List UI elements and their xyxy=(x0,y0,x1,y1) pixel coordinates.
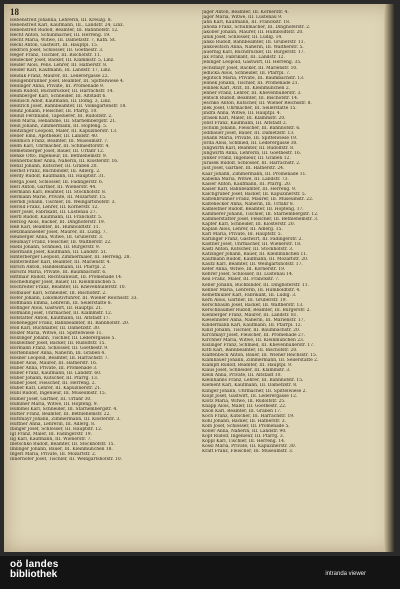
directory-entry: Kössl Maria, Private, III. Kapuzinerstr. 30. xyxy=(202,444,297,450)
directory-entry: Hofmann Josef, Uhrmacher, III. Klammstr. 12. xyxy=(10,310,113,316)
directory-entry: Ilg Karl, Kaufmann, III. Wienerstr. 7. xyxy=(10,436,92,442)
directory-entry: Heckl Anton, Gastwirt, III. Hauptpl. 15. xyxy=(10,43,99,49)
directory-entry: Hedrich Josef, Schlosser, III. Goethestr. 3. xyxy=(10,48,104,54)
directory-entry: Heiligenbrunner Josef, Beamter, III. Spittelwiese 4. xyxy=(10,78,125,84)
directory-entry: Hörtenhuber Anna, Näherin, III. Graben 4. xyxy=(10,351,106,357)
directory-entry: Keller Johann, Buchbinder, III. Dinghoferstr. 11. xyxy=(202,282,309,288)
directory-entry: Herl Anton, Gärtner, III. Wienerstr. 44. xyxy=(10,184,97,190)
directory-entry: Hirschl Maria, Private, III. Baumbachstr. 6. xyxy=(10,270,107,276)
viewer-label: intranda viewer xyxy=(325,571,366,577)
directory-entry: Huber Josef, Fleischer, III. Herreng. 2. xyxy=(10,381,96,387)
directory-entry: Hellmich Franz, Beamter, III. Museumstr. 7. xyxy=(10,139,109,145)
directory-entry: Huber Karl, Lehrer, III. Kapuzinerstr. 21. xyxy=(10,386,102,392)
directory-entry: Kern Alois, Gärtner, III. Gruberstr. 19. xyxy=(202,297,287,303)
directory-entry: Henzl Johann, Kutscher, III. Graben 20. xyxy=(10,164,98,170)
logo-line-1: oö landes xyxy=(10,559,59,570)
directory-entry: Kinzl Johann, Tischler, III. Baumbachstr. 20. xyxy=(202,327,301,333)
directory-entry: Hutter Franz, Beamter, III. Bethlehemstr. 22. xyxy=(10,411,111,417)
directory-entry: Heumayr Franz, Fleischer, III. Waltherstr. 22. xyxy=(10,240,112,246)
directory-entry: Jilek Josef, Uhrmacher, III. Seilerstätte 15. xyxy=(202,105,297,111)
directory-entry: Jindra Anna, Witwe, III. Hauptpl. 4. xyxy=(202,110,281,116)
directory-entry: Hübl Rudolf, Ingenieur, III. Museumstr. 15. xyxy=(10,391,107,397)
directory-entry: Hummer Maria, Witwe, III. Hopfeng. 9. xyxy=(10,401,98,407)
directory-entry: Huber Alois, Maurer, III. Hafnerstr. 16. xyxy=(10,361,98,367)
directory-entry: Hertl Rudolf, Kaufmann, III. Franckstr. 5. xyxy=(10,214,103,220)
directory-entry: Kastl Anton, Kutscher, III. Stockhofstr. 3. xyxy=(202,247,294,253)
directory-entry: Jahn Karl, Kaufmann, III. Franckstr. 18. xyxy=(202,20,291,26)
directory-entry: Just Josef, Gärtner, III. Hafnerstr. 24. xyxy=(202,166,285,172)
directory-entry: Jäger Maria, Witwe, III. Lustenau 9. xyxy=(202,15,283,21)
logo-line-2: bibliothek xyxy=(10,569,58,580)
directory-entry: Hennerbichler Anna, Näherin, III. Klosterstr. 16. xyxy=(10,159,119,165)
directory-entry: Jankowitsch Anna, Näherin, III. Waltherstr. 5. xyxy=(202,45,304,51)
directory-entry: Katzinger Johann, Bauer, III. Kleinmünchen 11. xyxy=(202,252,308,258)
directory-entry: Janko Rudolf, Bahnbeamter, III. Gruberstr. 11. xyxy=(202,40,305,46)
directory-entry: Knapp Alois, Maler, III. Goethestr. 22. xyxy=(202,403,287,409)
directory-entry: Herold Franz, Lehrer, III. Körnerstr. 12. xyxy=(10,204,99,210)
directory-entry: Köppl Karl, Tischler, III. Herreng. 14. xyxy=(202,438,286,444)
directory-entry: Junker Franz, Ingenieur, III. Graben 12. xyxy=(202,156,291,162)
text-column-right xyxy=(202,10,378,454)
directory-entry: Kaltenbrunner Franz, Maurer, III. Museumstr. 22. xyxy=(202,196,314,202)
directory-entry: Heinzl Ferdinand, Tapezierer, III. Rudolfstr. 2. xyxy=(10,113,113,119)
directory-entry: Heider Karl, Kaufmann, III. Landstr. 17, Linz. xyxy=(10,68,112,74)
directory-entry: Hohenegger Franz, Bahnbeamter, III. Bahnhofstr. 20. xyxy=(10,320,130,326)
directory-entry: Heider Alois, Pens. Lehrer, III. Hafnerstr. 8. xyxy=(10,63,108,69)
directory-entry: Jurasek Rudolf, Schlosser, III. Harrachstr. 2. xyxy=(202,161,301,167)
directory-entry: Hecht Maria, Witwe, III. Dametzstr. 7, Kath. St. xyxy=(10,38,117,44)
directory-entry: Janik Josef, Schlosser, III. Ludlg. 14. xyxy=(202,35,283,41)
directory-entry: Hiebl Johann, Schmied, III. Bürgerstr. 9. xyxy=(10,245,101,251)
directory-entry: Kolb Josef, Schlosser, III. Promenade 5. xyxy=(202,423,290,429)
directory-entry: Klaffenböck Anton, Bauer, III. Wiener Reichsstr. 15. xyxy=(202,353,318,359)
directory-entry: Kiesenhofer Anna, Näherin, III. Marienstr. 17. xyxy=(202,317,305,323)
directory-entry: Jäger Anton, Beamter, III. Körnerstr. 4. xyxy=(202,10,289,15)
directory-entry: Hochreiter Franz, Beamter, III. Khevenhüllerstr. 10. xyxy=(10,285,126,291)
library-logo[interactable] xyxy=(10,560,58,580)
directory-entry: Heller Emil, Apotheker, III. Landstr. 40. xyxy=(10,134,99,140)
directory-entry: Hermann Karl, Beamter, III. Stockhofstr. 8. xyxy=(10,189,107,195)
directory-entry: Kraft Franz, Fleischer, III. Museumstr. 3. xyxy=(202,449,294,455)
directory-entry: Klotz Maria, Witwe, III. Rudolfstr. 25. xyxy=(202,398,286,404)
directory-entry: Hecht Anton, Schuhmacher, III. Herreng. 19. xyxy=(10,33,111,39)
directory-entry: Innerhofer Josef, Tischler, III. Weingartshofstr. 10. xyxy=(10,457,123,463)
directory-entry: Kastner Josef, Uhrmacher, III. Wienerstr. 18. xyxy=(202,242,302,248)
directory-entry: Johann Maria, Private, III. Spittelwiese 19. xyxy=(202,136,298,142)
directory-entry: Heger Franz, Tischler, III. Bischofstr. 11. xyxy=(10,53,102,59)
directory-entry: Kittl Karl, Bahnbeamter, III. Bischofstr. 20. xyxy=(202,348,298,354)
directory-entry: Jungwirth Karl, Beamter, III. Rudolfstr. 8. xyxy=(202,146,295,152)
directory-entry: Hittmair Rudolf, Rechtsanwalt, III. Promenade 14. xyxy=(10,275,123,281)
directory-entry: Heitzinger Leopold, Maler, III. Kapuzinerstr. 13. xyxy=(10,129,118,135)
directory-entry: Heinisch Adolf, Kaufmann, III. Domg. 3, Linz. xyxy=(10,98,112,104)
directory-entry: Huber Franz, Kaufmann, III. Landstr. 60. xyxy=(10,371,102,377)
directory-entry: Kalchgruber Josef, Bäcker, III. Kapuzinerstr. 5. xyxy=(202,191,307,197)
directory-entry: Herbst Franz, Buchbinder, III. Adlerg. 2. xyxy=(10,169,101,175)
directory-entry: Klampfl Rudolf, Beamter, III. Hauptpl. 9. xyxy=(202,363,293,369)
directory-entry: Jedlicka Alois, Schneider, III. Pfarrpl. 7. xyxy=(202,70,291,76)
directory-entry: Jeschko Anton, Kutscher, III. Wiener Reichsstr. 8. xyxy=(202,100,312,106)
directory-entry: Herga Josef, Schlosser, III. Fadingerstr. 6. xyxy=(10,179,104,185)
directory-entry: Kautz Karl, Beamter, III. Weingartshofstr. 17. xyxy=(202,262,303,268)
directory-entry: Klein Anna, Private, III. Altstadt 10. xyxy=(202,373,282,379)
directory-entry: Kammerstätter Josef, Fleischer, III. Bethlehemstr. 3. xyxy=(202,216,319,222)
directory-entry: Hetzmannseder Josef, Maurer, III. Ludlg. 7. xyxy=(10,229,107,235)
directory-entry: Hinterleitner Karl, Beamter, III. Marienstr. 4. xyxy=(10,260,111,266)
directory-entry: Kopf Rudolf, Ingenieur, III. Pfarrg. 3. xyxy=(202,433,285,439)
directory-entry: Kefer Anna, Witwe, III. Körnerstr. 19. xyxy=(202,267,286,273)
directory-entry: Karl Maria, Private, III. Hauptstr. 5. xyxy=(202,232,282,238)
directory-entry: Humer Josef, Gärtner, III. Urfahr 30. xyxy=(10,396,92,402)
directory-entry: Hirsch Anton, Handelsmann, III. Pfarrpl. 2. xyxy=(10,265,107,271)
directory-entry: Hofbauer Karl, Schneider, III. Bischofstr. 2. xyxy=(10,290,107,296)
directory-entry: Hummel Karl, Schneider, III. Starhembergstr. 4. xyxy=(10,406,118,412)
directory-entry: Jentsch Rudolf, Beamter, III. Bischofstr. 14. xyxy=(202,95,299,101)
directory-entry: Heiß Johann, Zimmermann, III. Hopfeng. 5. xyxy=(10,123,108,129)
directory-entry: Heimberger Karl, Schneider, III. Altstadt 6. xyxy=(10,93,107,99)
directory-entry: Heilinger Anna, Private, III. Promenade 9. xyxy=(10,83,105,89)
directory-entry: Klement Karl, Kaufmann, III. Dametzstr. 8. xyxy=(202,383,298,389)
directory-entry: Kaiser Anton, Kaufmann, III. Pfarrg. 20. xyxy=(202,181,292,187)
directory-entry: Hosner Leopold, Beamter, III. Harrachstr. 7. xyxy=(10,356,109,362)
directory-entry: Kerschbaumer Rudolf, Beamter, III. Bürgerstr. 2. xyxy=(202,307,311,313)
directory-entry: Hemetsberger Josef, Bauer, III. Urfahr 12. xyxy=(10,149,105,155)
directory-entry: Heim Rudolf, Buchdrucker, III. Harrachstr. 14. xyxy=(10,88,114,94)
directory-entry: Hebenstreit Karl, Kaufmann, III., Landstr. 24, Linz. xyxy=(10,23,124,29)
directory-entry: Hermann Marie, Private, III. Mozartstr. 15. xyxy=(10,194,107,200)
directory-entry: Kaiser Karl, Bahnbeamter, III. Herreng. 9. xyxy=(202,186,297,192)
directory-entry: Herr Josef, Fabrikant, III. Lustenau 27. xyxy=(10,209,97,215)
book-gutter xyxy=(384,4,394,552)
directory-entry: Jorda Alois, Schmied, III. Lederergasse 30. xyxy=(202,141,298,147)
directory-entry: Kehrer Josef, Schlosser, III. Lustenau 14. xyxy=(202,272,294,278)
directory-entry: Kindermann Karl, Kaufmann, III. Pfarrpl. 12. xyxy=(202,322,303,328)
directory-entry: Klopf Josef, Gastwirt, III. Lederergasse 12. xyxy=(202,393,298,399)
directory-entry: Imlinger Johann, Bauer, III. Kleinmünchen 18. xyxy=(10,446,113,452)
directory-entry: Kerschbaum Josef, Bäcker, III. Waltherstr. 13. xyxy=(202,302,304,308)
directory-entry: Herzog Alois, Bäcker, III. Dinghoferstr. 19. xyxy=(10,219,106,225)
directory-entry: Hofstätter Anton, Kaufmann, III. Altstadt 17. xyxy=(10,315,110,321)
directory-entry: Hinterberger Leopold, Zimmermaler, III. Herreng. 28. xyxy=(10,255,131,261)
directory-entry: Klambauer Johann, Zimmermann, III. Seilerstätte 2. xyxy=(202,358,319,364)
directory-entry: Kirchmayr Josef, Fleischer, III. Promenade 27. xyxy=(202,333,306,338)
directory-entry: Holzleitner Josef, Bäcker, III. Rudolfstr. 15. xyxy=(10,341,106,346)
directory-entry: Jellinek Karl, Arzt, III. Kleinmünchen 2. xyxy=(202,85,291,91)
text-column-left xyxy=(10,10,186,462)
directory-entry: Koch Franz, Kutscher, III. Harrachstr. 19. xyxy=(202,413,295,419)
directory-entry: Heiduk Franz, Maurer, III. Lederergasse 22. xyxy=(10,73,109,79)
directory-entry: Hoffmann Emma, Lehrerin, III. Seilerstätte 8. xyxy=(10,300,112,306)
directory-entry: Jirasek Karl, Maler, III. Klammstr. 20. xyxy=(202,115,286,121)
directory-entry: Jahoda Franz, Schuhmacher, III. Dinghoferstr. 2. xyxy=(202,25,311,31)
directory-entry: Kaplan Alois, Lehrer, III. Adlerg. 15. xyxy=(202,227,283,233)
directory-entry: Herdy Rudolf, Kaufmann, III. Hauptstr. 31. xyxy=(10,174,106,180)
directory-entry: Hüttmayr Johann, Zimmermann, III. Klosterstr. 3. xyxy=(10,416,121,422)
directory-entry: Heidecker Josef, Bäcker, III. Klammstr. 5, Linz. xyxy=(10,58,115,64)
directory-entry: Heß Karl, Beamter, III. Humboldtstr. 11. xyxy=(10,224,100,230)
directory-entry: Hebenstreit Johanna, Lehrerin, III. Kreuzg. 8. xyxy=(10,18,112,23)
directory-entry: Heinz Johann, Fleischer, III. Pfarrg. 10. xyxy=(10,108,98,114)
directory-entry: Jobst Franz, Kaufmann, III. Altstadt 2. xyxy=(202,121,288,127)
directory-entry: Jungwirth Anna, Lehrerin, III. Goethestr. 16. xyxy=(202,151,302,157)
directory-entry: Henke Otto, Ingenieur, III. Bethlehemstr. 9. xyxy=(10,154,108,160)
directory-entry: Kleinhanns Franz, Lehrer, III. Bahnhofstr. 15. xyxy=(202,378,304,384)
directory-entry: Knoll Karl, Beamter, III. Graben 17. xyxy=(202,408,282,414)
directory-entry: Helm Karl, Uhrmacher, III. Schmiedtorstr. 4. xyxy=(10,144,110,150)
directory-entry: Kislinger Franz, Schmied, III. Khevenhüllerstr. 17. xyxy=(202,343,315,349)
directory-entry: Illetschko Rudolf, Beamter, III. Stockhofstr. 15. xyxy=(10,441,115,447)
directory-entry: Kapfer Karl, Schneider, III. Klosterstr. 20. xyxy=(202,221,296,227)
directory-entry: Jeglitsch Maria, Private, III. Baumbachstr. 13. xyxy=(202,75,305,81)
directory-entry: Jebinger Leopold, Gastwirt, III. Herreng. 35. xyxy=(202,60,302,66)
directory-entry: Karlinger Franz, Gastwirt, III. Fadingerstr. 2. xyxy=(202,237,303,243)
directory-entry: Jakober Johann, Maurer, III. Humboldtstr. 20. xyxy=(202,30,304,36)
directory-entry: Kohl Johann, Bäcker, III. Hafnerstr. 3. xyxy=(202,418,286,424)
directory-entry: Jenner Franz, Lehrer, III. Khevenhüllerstr. 3. xyxy=(202,90,302,96)
directory-entry: Kaltenecker Anna, Näherin, III. Urfahr 8. xyxy=(202,201,295,207)
directory-entry: Hebenstreit Rudolf, Beamter, III. Bahnhofstr. 12. xyxy=(10,28,119,34)
directory-entry: Koller Anna, Näherin, III. Landstr. 90. xyxy=(202,428,287,434)
directory-entry: Hüttner Anna, Lehrerin, III. Adlerg. 8. xyxy=(10,421,96,427)
directory-entry: Jelinek Johann, Tischler, III. Promenade 21. xyxy=(202,80,299,86)
directory-entry: Jauernig Karl, Buchdrucker, III. Bürgerstr. 17. xyxy=(202,50,305,56)
directory-entry: Klinger Johann, Uhrmacher, III. Spittelwiese 2. xyxy=(202,388,307,394)
directory-entry: Huber Anna, Private, III. Promenade 3. xyxy=(10,366,98,372)
directory-entry: Kaar Johann, Zimmermann, III. Promenade 11. xyxy=(202,171,307,177)
directory-entry: Hofer Johann, Lokomotivführer, III. Wiener Reichsstr. 33. xyxy=(10,295,138,301)
directory-entry: Holzinger Johann, Tischler, III. Lederergasse 5. xyxy=(10,335,116,341)
directory-entry: Huber Johann, Kutscher, III. Pfarrg. 13. xyxy=(10,376,99,382)
directory-entry: Ibinger Josef, Schlosser, III. Hauptstr. 12. xyxy=(10,426,103,432)
directory-entry: Jodlbauer Josef, Bauer, III. Dametzstr. 13. xyxy=(202,131,295,137)
directory-entry: Jax Franz, Fabrikant, III. Landstr. 12. xyxy=(202,55,285,61)
directory-entry: Heinrich Josef, Bahnbeamter, III. Volksgartenstr. 18. xyxy=(10,103,127,109)
directory-entry: Hiermann Josef, Kaufmann, III. Landstr. 51. xyxy=(10,250,108,256)
directory-entry: Ingerl Maria, Private, III. Mozartstr. 2. xyxy=(10,452,97,458)
directory-entry: Kemetmüller Karl, Fabrikant, III. Ludlg. 3. xyxy=(202,292,297,298)
directory-entry: Klaus Josef, Schneider, III. Klammstr. 3. xyxy=(202,368,291,374)
page-number: 18 xyxy=(10,7,19,17)
directory-entry: Igl Franz, Maler, III. Fadingerstr. 19. xyxy=(10,431,92,437)
directory-entry: Hörmann Franz, Schlosser, III. Goethestr. 9. xyxy=(10,346,109,352)
directory-entry: Keil Franz, Maler, III. Franckstr. 7. xyxy=(202,277,280,283)
directory-entry: Heuberger Anna, Witwe, III. Gruberstr. 3. xyxy=(10,235,104,241)
directory-entry: Kabelka Maria, Witwe, III. Landstr. 73. xyxy=(202,176,289,182)
directory-entry: Jochum Johann, Fleischer, III. Bahnhofstr. 6. xyxy=(202,126,301,132)
directory-entry: Holl Karl, Buchhalter, III. Dametzstr. 30. xyxy=(10,325,101,331)
directory-entry: Kirchner Maria, Witwe, III. Kleinmünchen 23. xyxy=(202,338,305,344)
directory-entry: Kaufmann Rudolf, Kaufmann, III. Mozartstr. 20. xyxy=(202,257,309,263)
directory-entry: Kammerer Johann, Tischler, III. Starhembergstr. 12. xyxy=(202,211,319,217)
directory-entry: Herndl Johann, Tischler, III. Weingartshofstr. 3. xyxy=(10,199,116,205)
directory-entry: Hochedlinger Josef, Bauer, III. Kleinmünchen 5. xyxy=(10,280,117,286)
directory-entry: Jechsmayr Josef, Bäcker, III. Marienstr. 10. xyxy=(202,65,298,71)
directory-entry: Heiß Maria, Hebamme, III. Starhembergstr. 21. xyxy=(10,118,117,124)
directory-entry: Kellner Maria, Lehrerin, III. Humboldtstr. 4. xyxy=(202,287,301,293)
scanned-page xyxy=(4,4,394,552)
directory-entry: Hofinger Alois, Gastwirt, III. Hauptpl. 21. xyxy=(10,305,103,311)
directory-entry: Holzer Maria, Witwe, III. Spittelwiese 11. xyxy=(10,330,103,336)
directory-entry: Kienberger Franz, Maurer, III. Landstr. 81. xyxy=(202,312,298,318)
directory-entry: Kamleitner Rudolf, Beamter, III. Hopfeng. 17. xyxy=(202,206,304,212)
